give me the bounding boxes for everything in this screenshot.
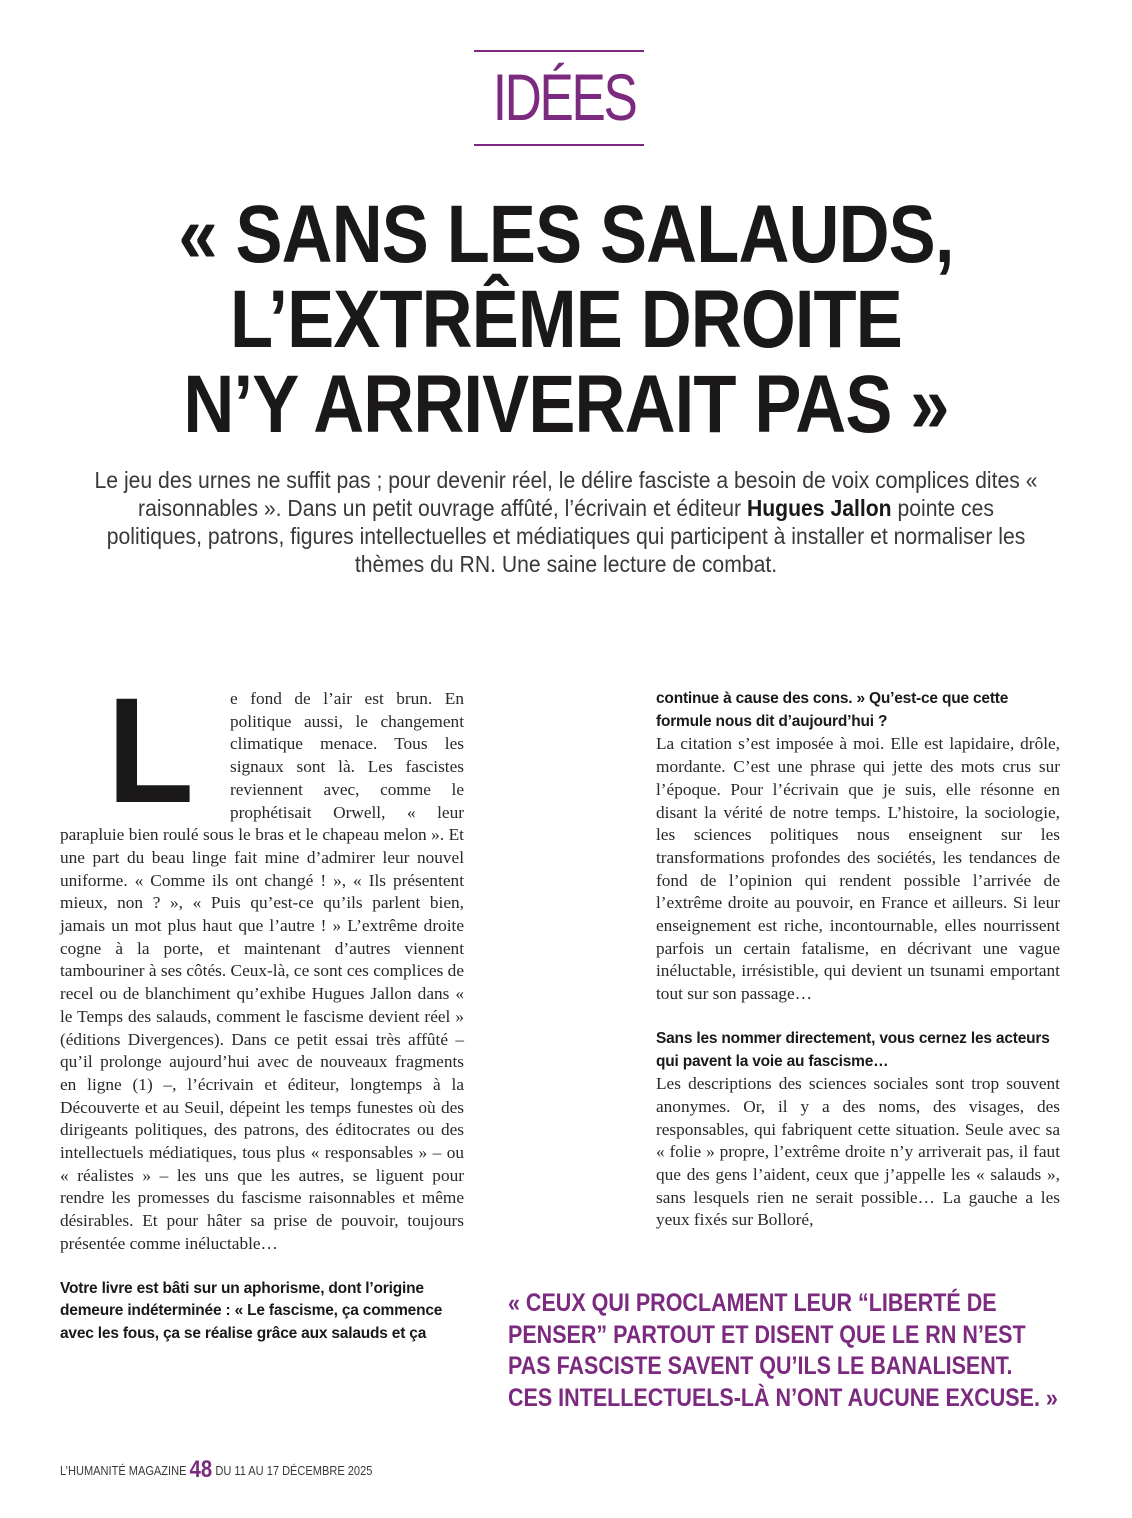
- interview-question: Votre livre est bâti sur un aphorisme, dont l’origine demeure indéterminée : « Le fascisme, ça commence avec les fous, ça se réalise grâce aux salauds et ça: [60, 1279, 443, 1342]
- standfirst: [50, 466, 1082, 578]
- drop-cap: L: [106, 666, 195, 834]
- author-name: Hugues Jallon: [746, 495, 892, 521]
- standfirst-text: Le jeu des urnes ne suffit pas ; pour devenir réel, le délire fasciste a besoin de voix complices dites « raisonnables ». Dans un petit ouvrage affûté, l’écrivain et éditeur: [94, 467, 1038, 521]
- headline-line: « SANS LES SALAUDS,: [178, 189, 954, 280]
- article-column-left: [60, 666, 464, 1346]
- pull-quote: [508, 1288, 1088, 1414]
- page-footer: [60, 1456, 372, 1484]
- interview-answer: La citation s’est imposée à moi. Elle est lapidaire, drôle, mordante. C’est une phrase qui jette des mots crus sur l’époque. Pour l’écrivain que je suis, elle résonne en disant la vérité de notre temps. L’histoire, la sociologie, les sciences politiques nous enseignent sur les transformations profondes des sociétés, les tendances de fond de l’opinion qui rendent possible l’arrivée de l’extrême droite au pouvoir, en France et ailleurs. Si leur enseignement est riche, incontournable, elles nourrissent parfois un certain fatalisme, en décrivant une vague inéluctable, irrésistible, qui devient un tsunami emportant tout sur son passage…: [656, 734, 1060, 1004]
- rubric-label: IDÉES: [492, 60, 636, 134]
- section-rubric: [474, 50, 644, 146]
- interview-question: Sans les nommer directement, vous cernez les acteurs qui pavent la voie au fascisme…: [656, 1029, 1050, 1070]
- issue-dates: DU 11 AU 17 DÉCEMBRE 2025: [215, 1463, 373, 1478]
- interview-answer: Les descriptions des sciences sociales sont trop souvent anonymes. Or, il y a des noms, des visages, des responsables, qui fabriquent cette situation. Seule avec sa « folie » propre, l’extrême droite n’y arriverait pas, il faut que des gens l’aident, ceux que j’appelle les « salauds », sans lesquels rien ne serait possible… La gauche a les yeux fixés sur Bolloré,: [656, 1074, 1060, 1230]
- headline-line: L’EXTRÊME DROITE: [230, 274, 902, 365]
- page-number: 48: [189, 1456, 213, 1483]
- standfirst-text: pointe ces politiques, patrons, figures intellectuelles et médiatiques qui participent à installer et normaliser les thèmes du RN. Une saine lecture de combat.: [106, 495, 1026, 577]
- article-column-right: [656, 688, 1060, 1232]
- interview-question: continue à cause des cons. » Qu’est-ce que cette formule nous dit d’aujourd’hui ?: [656, 690, 1009, 730]
- article-intro: e fond de l’air est brun. En politique aussi, le changement climatique menace. Tous les signaux sont là. Les fascistes reviennent avec, comme le prophétisait Orwell, « leur parapluie bien roulé sous le bras et le chapeau melon ». Et une part du beau linge fait mine d’admirer leur nouvel uniforme. « Comme ils ont changé ! », « Ils présentent mieux, non ? », « Puis qu’est-ce qu’ils parlent bien, jamais un mot plus haut que l’autre ! » L’extrême droite cogne à la porte, et maintenant d’autres viennent tambouriner à ses côtés. Ceux-là, ce sont ces complices de recel ou de blanchiment qu’exhibe Hugues Jallon dans « le Temps des salauds, comment le fascisme devient réel » (éditions Divergences). Dans ce petit essai très affûté – qu’il prolonge aujourd’hui avec de nouveaux fragments en ligne (1) –, l’écrivain et éditeur, longtemps à la Découverte et au Seuil, dépeint les temps funestes où des dirigeants politiques, des patrons, des éditocrates ou des intellectuels médiatiques, tous plus « responsables » – ou « réalistes » – les uns que les autres, se liguent pour rendre les promesses du fascisme raisonnables et même désirables. Et pour hâter sa prise de pouvoir, toujours présentée comme inéluctable…: [60, 689, 464, 1253]
- publication-name: L’HUMANITÉ MAGAZINE: [60, 1463, 187, 1478]
- pull-quote-line: PENSER” PARTOUT ET DISENT QUE LE RN N’EST: [508, 1320, 1026, 1349]
- pull-quote-line: CES INTELLECTUELS-LÀ N’ONT AUCUNE EXCUSE. »: [508, 1383, 1058, 1412]
- headline: [60, 189, 1072, 450]
- headline-line: N’Y ARRIVERAIT PAS »: [183, 359, 949, 450]
- pull-quote-line: PAS FASCISTE SAVENT QU’ILS LE BANALISENT.: [508, 1352, 1013, 1380]
- pull-quote-line: « CEUX QUI PROCLAMENT LEUR “LIBERTÉ DE: [508, 1289, 997, 1317]
